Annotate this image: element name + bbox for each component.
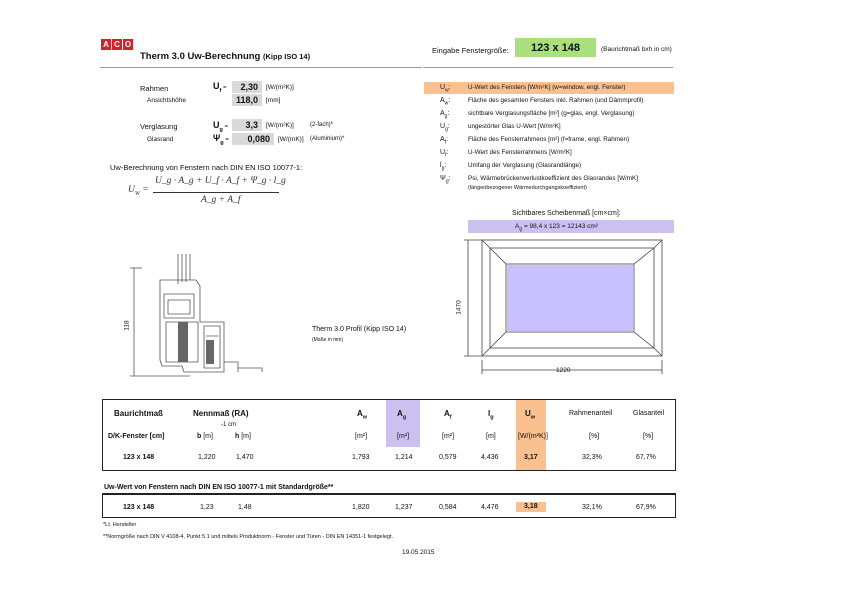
legend-key: $\Psi_g$:	[440, 175, 451, 185]
ug-symbol: $U_g$ =	[213, 120, 229, 133]
title-main: Therm 3.0 Uw-Berechnung	[140, 51, 261, 62]
std-af: 0,584	[439, 504, 457, 511]
unit-lg: [m]	[486, 433, 496, 440]
row-h: 1,470	[236, 454, 254, 461]
ag-formula-bar	[468, 220, 674, 233]
row-uw: 3,17	[524, 454, 538, 461]
profile-chamber	[164, 294, 194, 318]
window-width-label: 1220	[556, 367, 571, 374]
formula-heading: Uw-Berechnung von Fenstern nach DIN EN ISO 10077-1:	[110, 163, 303, 172]
window-size-note: (Baurichtmaß bxh in cm)	[601, 46, 672, 53]
uf-symbol: $U_f$ =	[213, 81, 227, 94]
std-b: 1,23	[200, 504, 214, 511]
page-title	[140, 51, 310, 62]
row-aw: 1,793	[352, 454, 370, 461]
uf-letter: U	[213, 81, 220, 91]
title-suffix: (Kipp ISO 14)	[263, 52, 311, 61]
glasrand-label: Glasrand	[147, 136, 174, 143]
unit-af: [m²]	[442, 433, 455, 440]
th-lg: $l_g$	[488, 409, 494, 421]
ug-unit: [W/(m²K)]	[266, 122, 294, 129]
formula-denominator: A_g + A_f	[201, 195, 241, 205]
psi-sub: g	[220, 139, 224, 146]
legend-key: $U_f$:	[440, 149, 449, 159]
legend-text: Psi, Wärmebrückenverlustkoeffizient des Glasrandes [W/mK]	[468, 175, 638, 182]
uf-sub: f	[219, 87, 222, 94]
legend-key: $A_w$:	[440, 97, 451, 107]
row-b: 1,220	[198, 454, 216, 461]
footnote-1: *Lt. Hersteller	[103, 522, 137, 528]
legend-key: $A_f$:	[440, 136, 449, 146]
legend-key: $U_w$:	[440, 84, 451, 94]
aco-logo	[101, 39, 133, 50]
th-nennmass-sub: -1 cm	[221, 422, 236, 428]
std-glas: 67,9%	[636, 504, 656, 511]
uf-value[interactable]: 2,30	[232, 81, 262, 93]
legend-text: U-Wert des Fensters [W/m²K] (w=window, engl. Fenster)	[468, 84, 626, 91]
fraction-bar	[153, 192, 279, 193]
ansicht-label: Ansichtshöhe	[147, 97, 187, 104]
unit-uw: [W/(m²K)]	[518, 433, 548, 440]
profile-dim-label: 118	[123, 320, 131, 331]
psi-value[interactable]: 0,080	[232, 133, 274, 145]
profile-caption-sub: (Maße in mm)	[312, 337, 344, 343]
glass-pane	[507, 265, 633, 331]
std-uw: 3,18	[524, 503, 538, 510]
ansicht-value[interactable]: 118,0	[232, 94, 262, 106]
profile-sill	[224, 362, 262, 372]
th-baurichtmass: Baurichtmaß	[114, 409, 163, 418]
th-aw: $A_w$	[357, 409, 368, 421]
reinforcement	[178, 322, 188, 362]
std-rahmen: 32,1%	[582, 504, 602, 511]
footnote-2: **Normgröße nach DIN V 4108-4, Punkt 5.1 und mittels Produktnorm - Fenster und Türen - DIN EN 14351-1 festgelegt.	[103, 534, 394, 540]
unit-dk: D/K-Fenster [cm]	[108, 433, 165, 440]
std-h: 1,48	[238, 504, 252, 511]
psi-symbol: $\Psi_g$ =	[213, 133, 229, 146]
psi-letter: Ψ	[213, 133, 221, 143]
header-divider-right	[423, 67, 673, 68]
formula-numerator: U_g · A_g + U_f · A_f + Ψ_g · l_g	[155, 176, 286, 186]
header-divider	[100, 67, 422, 68]
sash-reinforcement	[206, 340, 214, 364]
legend-text: ungestörter Glas U-Wert [W/m²K]	[468, 123, 561, 130]
th-ag: $A_g$	[397, 409, 407, 421]
window-height-label: 1470	[455, 300, 463, 315]
th-nennmass: Nennmaß (RA)	[193, 409, 249, 418]
legend-text: Umfang der Verglasung (Glasrandlänge)	[468, 162, 582, 169]
row-ag: 1,214	[395, 454, 413, 461]
verglasung-label: Verglasung	[140, 122, 178, 131]
uf-unit: [W/(m²K)]	[266, 84, 294, 91]
ug-note: (2-fach)*	[310, 122, 334, 128]
std-lg: 4,476	[481, 504, 499, 511]
profile-caption: Therm 3.0 Profil (Kipp ISO 14)	[312, 326, 407, 333]
th-uw: $U_w$	[525, 409, 536, 421]
ug-sub: g	[219, 126, 223, 133]
formula-lhs: $U_W$ =	[128, 185, 149, 197]
unit-b: b [m]	[197, 433, 213, 440]
legend-text: sichtbare Verglasungsfläche [m²] (g=glas, engl. Verglasung)	[468, 110, 635, 117]
std-size: 123 x 148	[123, 504, 155, 511]
window-size-label: Eingabe Fenstergröße:	[432, 46, 509, 55]
frame-profile-drawing	[120, 244, 280, 384]
row-lg: 4,436	[481, 454, 499, 461]
ag-formula: = 98,4 x 123 = 12143 cm²	[523, 223, 599, 230]
th-af: $A_f$	[444, 409, 452, 421]
unit-h: h [m]	[235, 433, 251, 440]
rahmen-label: Rahmen	[140, 84, 169, 93]
logo-letter: C	[112, 39, 122, 50]
legend-text: Fläche des gesamten Fensters inkl. Rahmen (und Dämmprofil)	[468, 97, 644, 104]
standard-title: Uw-Wert von Fenstern nach DIN EN ISO 10077-1 mit Standardgröße**	[104, 484, 334, 491]
unit-ag: [m²]	[397, 433, 410, 440]
std-ag: 1,237	[395, 504, 413, 511]
row-glas: 67,7%	[636, 454, 656, 461]
logo-letter: A	[101, 39, 111, 50]
window-size-input[interactable]: 123 x 148	[515, 38, 596, 57]
window-heading: Sichtbares Scheibenmaß [cm×cm]:	[512, 210, 621, 217]
legend-key: $l_g$:	[440, 162, 447, 172]
ag-symbol: $A_g$	[515, 223, 523, 233]
row-rahmen: 32,3%	[582, 454, 602, 461]
ug-value[interactable]: 3,3	[232, 119, 262, 131]
ansicht-unit: [mm]	[266, 97, 281, 104]
th-rahmenanteil: Rahmenanteil	[569, 410, 613, 417]
legend-key: $A_g$:	[440, 110, 450, 120]
unit-glas: [%]	[643, 433, 654, 440]
ug-letter: U	[213, 120, 220, 130]
th-glasanteil: Glasanteil	[633, 410, 665, 417]
legend-key: $U_g$:	[440, 123, 450, 133]
legend-text: U-Wert des Fensterrahmens [W/m²K]	[468, 149, 572, 156]
psi-unit: [W/(mK)]	[278, 136, 304, 143]
logo-letter: O	[124, 40, 132, 49]
unit-rahmen: [%]	[589, 433, 600, 440]
document-date: 19.05.2015	[402, 549, 435, 556]
row-size: 123 x 148	[123, 454, 155, 461]
row-af: 0,579	[439, 454, 457, 461]
legend-footnote: (längenbezogener Wärmedurchgangskoeffizient)	[468, 185, 587, 191]
psi-note: (Aluminium)*	[310, 136, 345, 142]
window-drawing	[456, 236, 676, 376]
unit-aw: [m²]	[355, 433, 368, 440]
legend-text: Fläche des Fensterrahmens [m²] (f=frame, engl. Rahmen)	[468, 136, 630, 143]
std-aw: 1,820	[352, 504, 370, 511]
glass-lines	[178, 254, 190, 284]
